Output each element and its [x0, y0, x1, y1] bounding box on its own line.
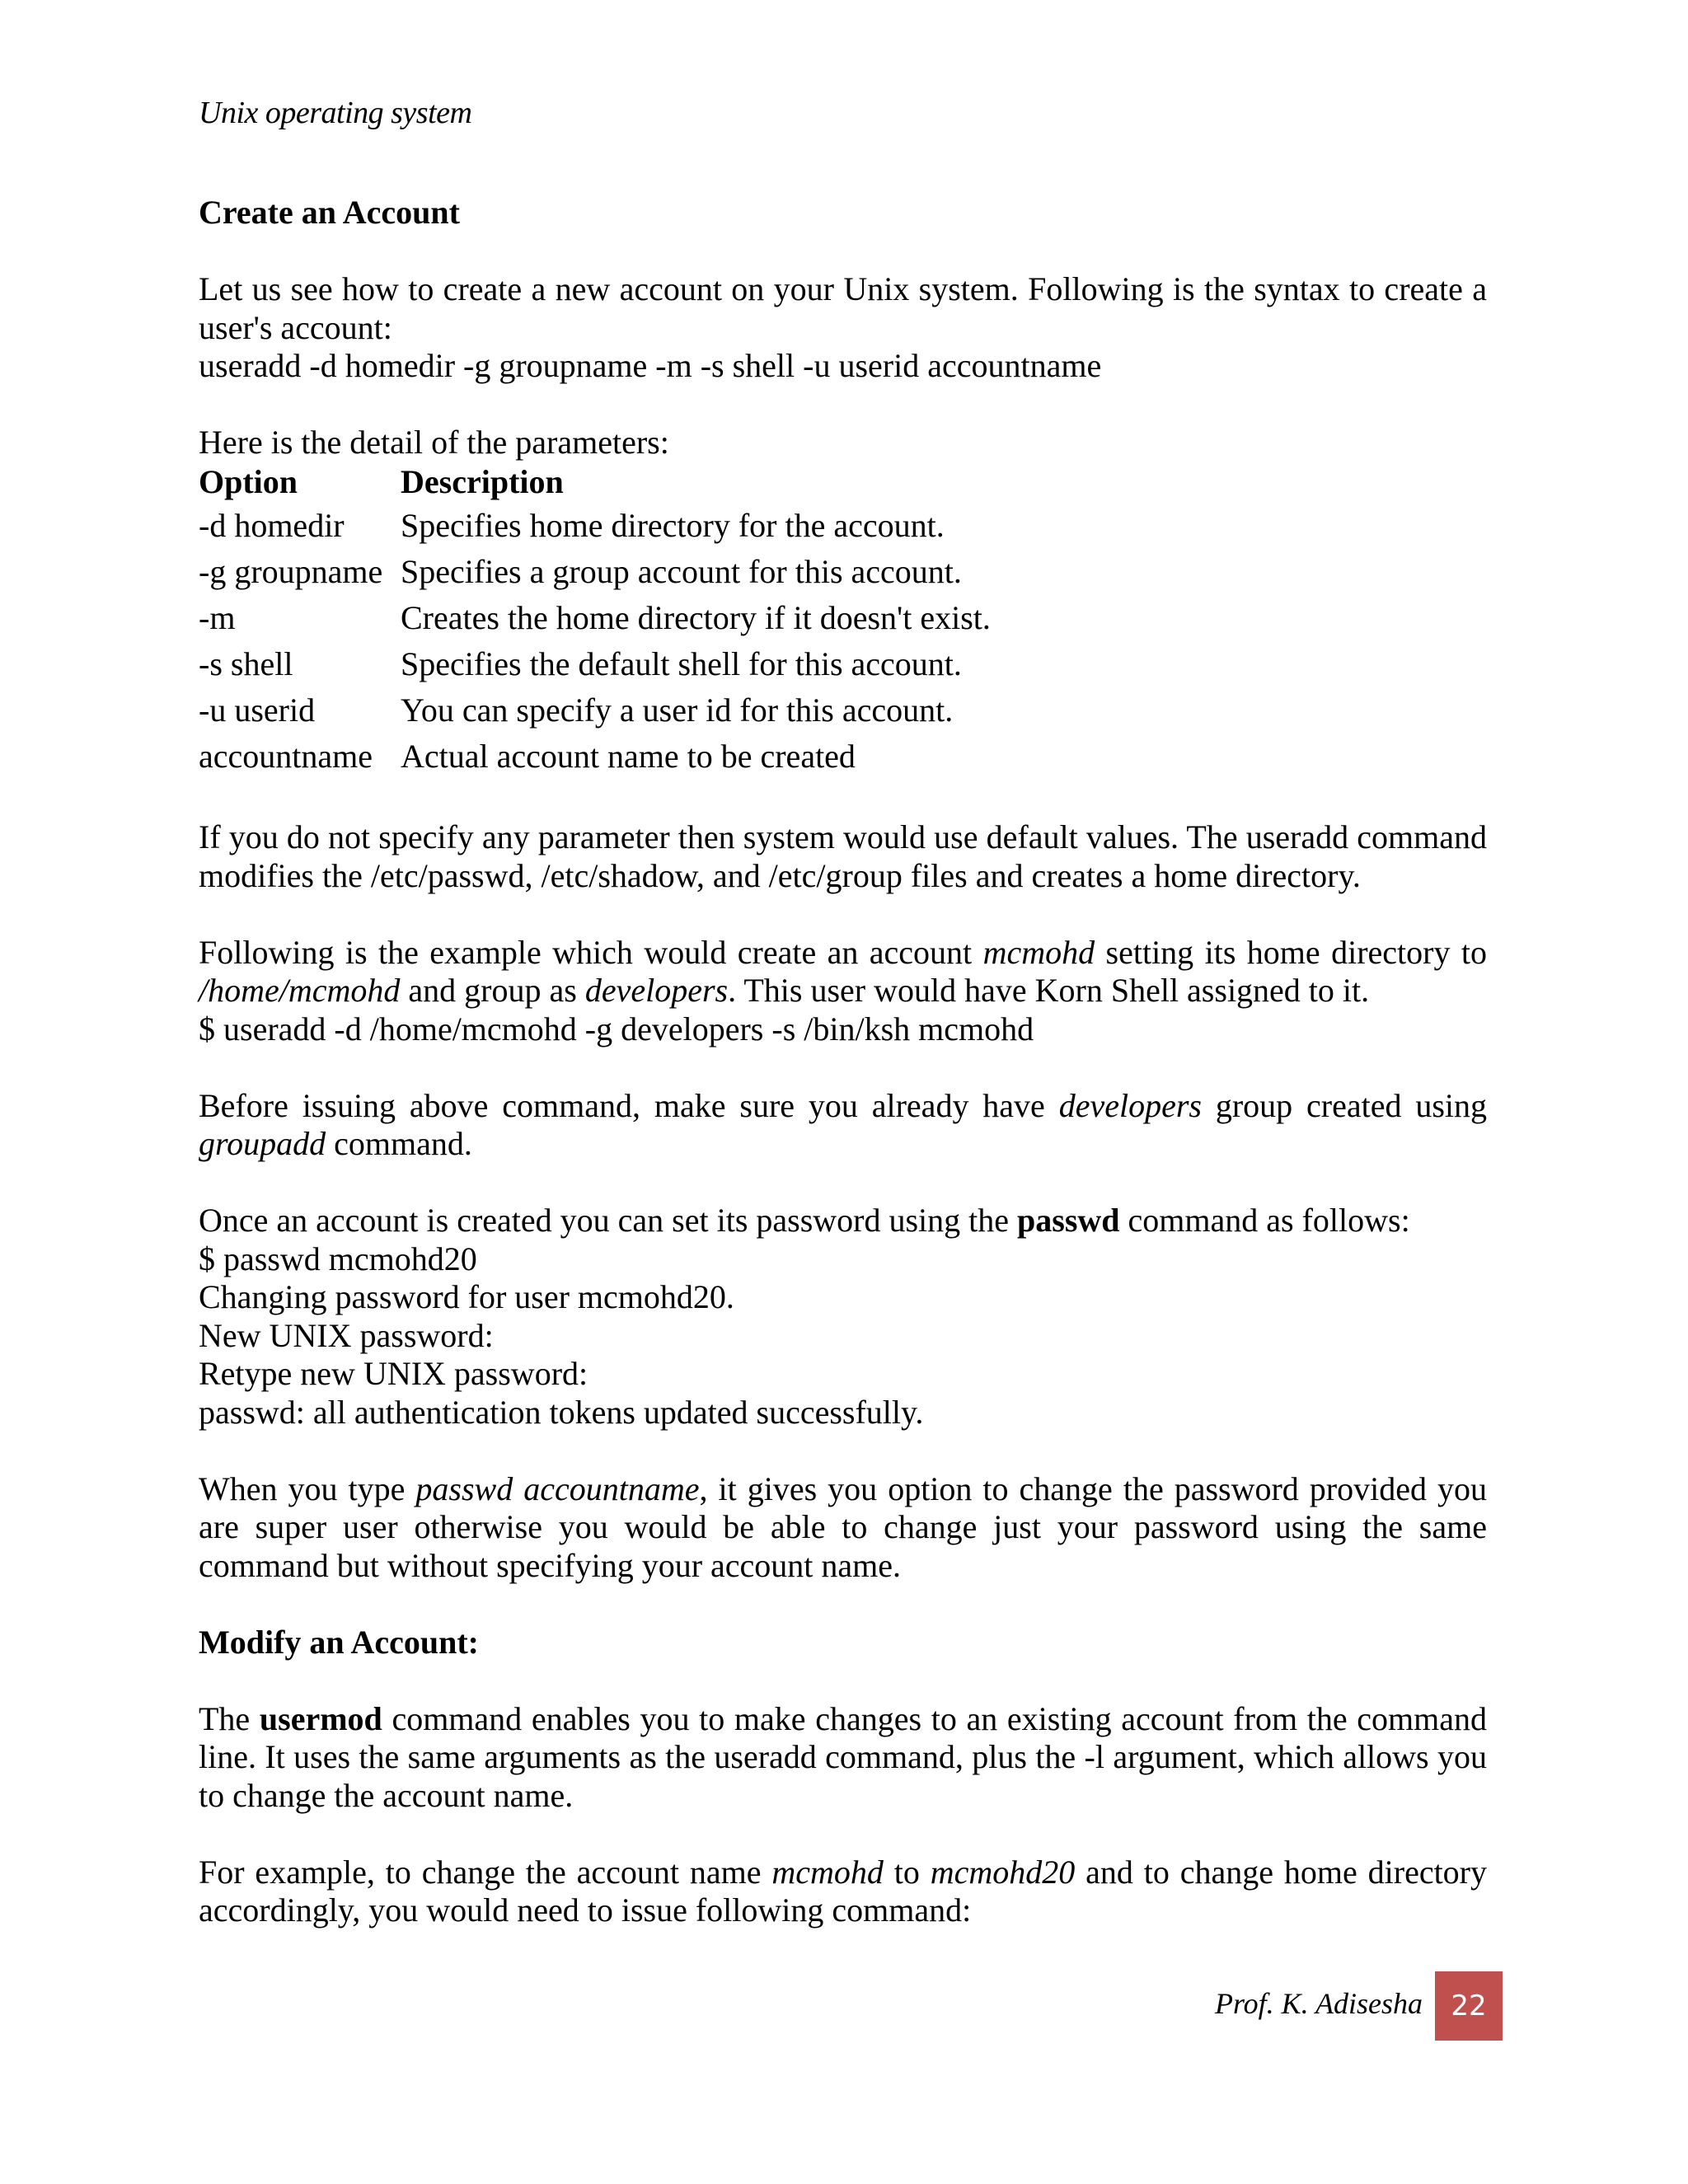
option-cell: -s shell — [199, 645, 293, 683]
table-header-option: Option — [199, 463, 298, 501]
description-cell: Specifies home directory for the account. — [401, 507, 945, 545]
option-cell: accountname — [199, 738, 373, 776]
description-cell: Actual account name to be created — [401, 738, 856, 776]
italic-term: /home/mcmohd — [199, 972, 401, 1009]
italic-term: mcmohd — [982, 933, 1095, 971]
example-paragraph: Following is the example which would create an account mcmohd setting its home directory to /home/mcmohd and group as developers. This user would have Korn Shell assigned to it. — [199, 933, 1487, 1009]
description-cell: Specifies a group account for this account. — [401, 553, 962, 591]
option-cell: -u userid — [199, 691, 316, 729]
italic-term: developers — [1058, 1086, 1202, 1124]
table-row — [199, 504, 991, 550]
running-header: Unix operating system — [199, 96, 472, 130]
defaults-paragraph: If you do not specify any parameter then system would use default values. The useradd command modifies the /etc/passwd, /etc/shadow, and /etc/group files and creates a home directory. — [199, 818, 1487, 894]
before-paragraph: Before issuing above command, make sure you already have developers group created using groupadd command. — [199, 1086, 1487, 1162]
passwd-output-line: Retype new UNIX password: — [199, 1355, 588, 1392]
section-heading-modify: Modify an Account: — [199, 1623, 479, 1661]
passwd-output-line: Changing password for user mcmohd20. — [199, 1278, 734, 1315]
passwd-output-line: New UNIX password: — [199, 1316, 494, 1354]
when-paragraph: When you type passwd accountname, it gives you option to change the password provided you are super user otherwise you would be able to change just your password using the same command but without specifying your account name. — [199, 1469, 1487, 1584]
section-heading-create: Create an Account — [199, 194, 460, 231]
page-number-badge: 22 — [1435, 1971, 1503, 2041]
table-header-row — [199, 462, 991, 504]
table-row — [199, 596, 991, 642]
description-cell: You can specify a user id for this account. — [401, 691, 954, 729]
italic-term: mcmohd20 — [930, 1853, 1076, 1891]
passwd-output-line: $ passwd mcmohd20 — [199, 1240, 477, 1277]
modify-example-paragraph: For example, to change the account name mcmohd to mcmohd20 and to change home directory accordingly, you would need to issue following command: — [199, 1853, 1488, 1929]
description-cell: Creates the home directory if it doesn't exist. — [401, 599, 991, 637]
footer-author: Prof. K. Adisesha — [1214, 1987, 1423, 2020]
table-row — [199, 734, 991, 780]
description-cell: Specifies the default shell for this account. — [401, 645, 962, 683]
bold-term: passwd — [1017, 1202, 1120, 1239]
passwd-output-line: passwd: all authentication tokens updated successfully. — [199, 1393, 924, 1431]
option-cell: -m — [199, 599, 236, 637]
table-row — [199, 550, 991, 596]
option-cell: -g groupname — [199, 553, 383, 591]
example-command: $ useradd -d /home/mcmohd -g developers -s /bin/ksh mcmohd — [199, 1010, 1034, 1047]
parameters-table — [199, 462, 991, 780]
usermod-paragraph: The usermod command enables you to make changes to an existing account from the command line. It uses the same arguments as the useradd command, plus the -l argument, which allows you to change the account name. — [199, 1699, 1488, 1814]
bold-term: usermod — [259, 1699, 382, 1737]
option-cell: -d homedir — [199, 507, 345, 545]
italic-term: groupadd — [199, 1125, 326, 1162]
italic-term: passwd accountname — [415, 1469, 700, 1507]
italic-term: mcmohd — [771, 1853, 884, 1891]
page-content — [199, 194, 1487, 1930]
italic-term: developers — [584, 972, 729, 1009]
table-row — [199, 688, 991, 734]
table-header-description: Description — [401, 463, 564, 501]
useradd-syntax: useradd -d homedir -g groupname -m -s shell -u userid accountname — [199, 347, 1102, 384]
create-intro-paragraph: Let us see how to create a new account on your Unix system. Following is the syntax to create a user's account: — [199, 270, 1487, 346]
table-row — [199, 642, 991, 688]
passwd-paragraph: Once an account is created you can set its password using the passwd command as follows: — [199, 1202, 1410, 1239]
params-intro: Here is the detail of the parameters: — [199, 424, 669, 461]
